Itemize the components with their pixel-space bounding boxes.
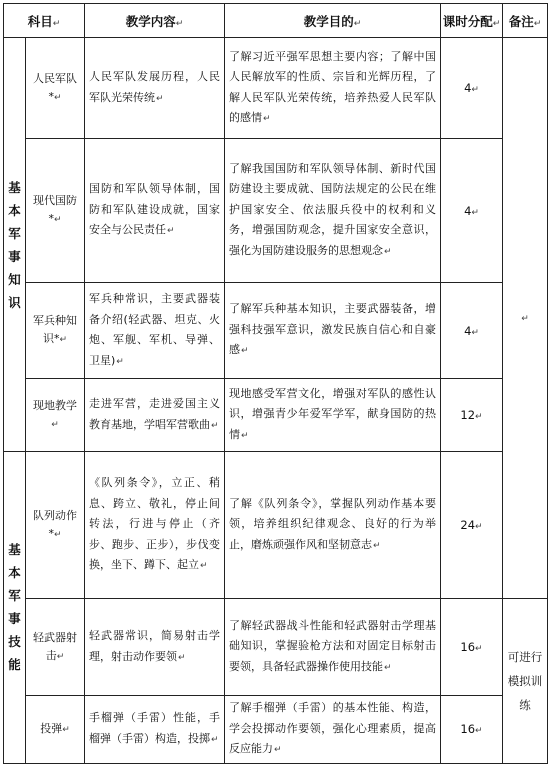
header-content: 教学内容↵ [85, 4, 225, 38]
goal-cell: 了解轻武器战斗性能和轻武器射击学理基础知识，掌握验枪方法和对固定目标射击要领，具备轻武器操作使用技能↵ [225, 599, 441, 696]
hours-cell: 12↵ [441, 379, 503, 452]
hours-cell: 4↵ [441, 283, 503, 379]
header-goal: 教学目的↵ [225, 4, 441, 38]
content-cell: 军兵种常识，主要武器装备介绍(轻武器、坦克、火炮、军舰、军机、导弹、卫星)↵ [85, 283, 225, 379]
note-cell [503, 599, 548, 764]
topic-cell: 现地教学↵ [26, 379, 85, 452]
goal-cell: 了解我国国防和军队领导体制、新时代国防建设主要成就、国防法规定的公民在维护国家安全、依法服兵役中的权利和义务，增强国防观念，提升国家安全意识，强化为国防建设服务的思想观念↵ [225, 139, 441, 283]
header-row [4, 4, 548, 38]
content-cell: 国防和军队领导体制，国防和军队建设成就，国家安全与公民责任↵ [85, 139, 225, 283]
table-row [4, 379, 548, 452]
table-row [4, 283, 548, 379]
content-cell: 《队列条令》，立正、稍息、跨立、敬礼，停止间转法，行进与停止（齐步、跑步、正步），步伐变换，坐下、蹲下、起立↵ [85, 452, 225, 599]
curriculum-table [3, 3, 548, 764]
topic-cell: 队列动作*↵ [26, 452, 85, 599]
table-row [4, 452, 548, 599]
goal-cell: 现地感受军营文化，增强对军队的感性认识，增强青少年爱军学军，献身国防的热情↵ [225, 379, 441, 452]
table-row [4, 696, 548, 764]
goal-cell: 了解《队列条令》，掌握队列动作基本要领，培养组织纪律观念、良好的行为举止，磨炼顽强作风和坚韧意志↵ [225, 452, 441, 599]
goal-cell: 了解军兵种基本知识，主要武器装备，增强科技强军意识，激发民族自信心和自豪感↵ [225, 283, 441, 379]
hours-cell: 4↵ [441, 38, 503, 139]
hours-cell: 16↵ [441, 599, 503, 696]
note-cell-empty: ↵ [503, 38, 548, 599]
table-row [4, 599, 548, 696]
content-cell: 手榴弹（手雷）性能，手榴弹（手雷）构造，投掷↵ [85, 696, 225, 764]
header-hours: 课时分配↵ [441, 4, 503, 38]
topic-cell: 军兵种知识*↵ [26, 283, 85, 379]
header-subject: 科目↵ [4, 4, 85, 38]
topic-cell: 投弹↵ [26, 696, 85, 764]
table-row [4, 38, 548, 139]
goal-cell: 了解手榴弹（手雷）的基本性能、构造，学会投掷动作要领，强化心理素质，提高反应能力↵ [225, 696, 441, 764]
hours-cell: 4↵ [441, 139, 503, 283]
subject-military-knowledge: 基 本 军 事 知 识 [4, 38, 26, 452]
goal-cell: 了解习近平强军思想主要内容；了解中国人民解放军的性质、宗旨和光辉历程，了解人民军队光荣传统，培养热爱人民军队的感情↵ [225, 38, 441, 139]
content-cell: 人民军队发展历程，人民军队光荣传统↵ [85, 38, 225, 139]
hours-cell: 16↵ [441, 696, 503, 764]
header-note: 备注↵ [503, 4, 548, 38]
hours-cell: 24↵ [441, 452, 503, 599]
topic-cell: 人民军队*↵ [26, 38, 85, 139]
topic-cell: 轻武器射击↵ [26, 599, 85, 696]
topic-cell: 现代国防*↵ [26, 139, 85, 283]
content-cell: 走进军营，走进爱国主义教育基地，学唱军营歌曲↵ [85, 379, 225, 452]
subject-military-skills: 基 本 军 事 技 能 [4, 452, 26, 764]
table-row [4, 139, 548, 283]
note-text: 可进行模拟训练 [507, 649, 543, 712]
content-cell: 轻武器常识，简易射击学理，射击动作要领↵ [85, 599, 225, 696]
